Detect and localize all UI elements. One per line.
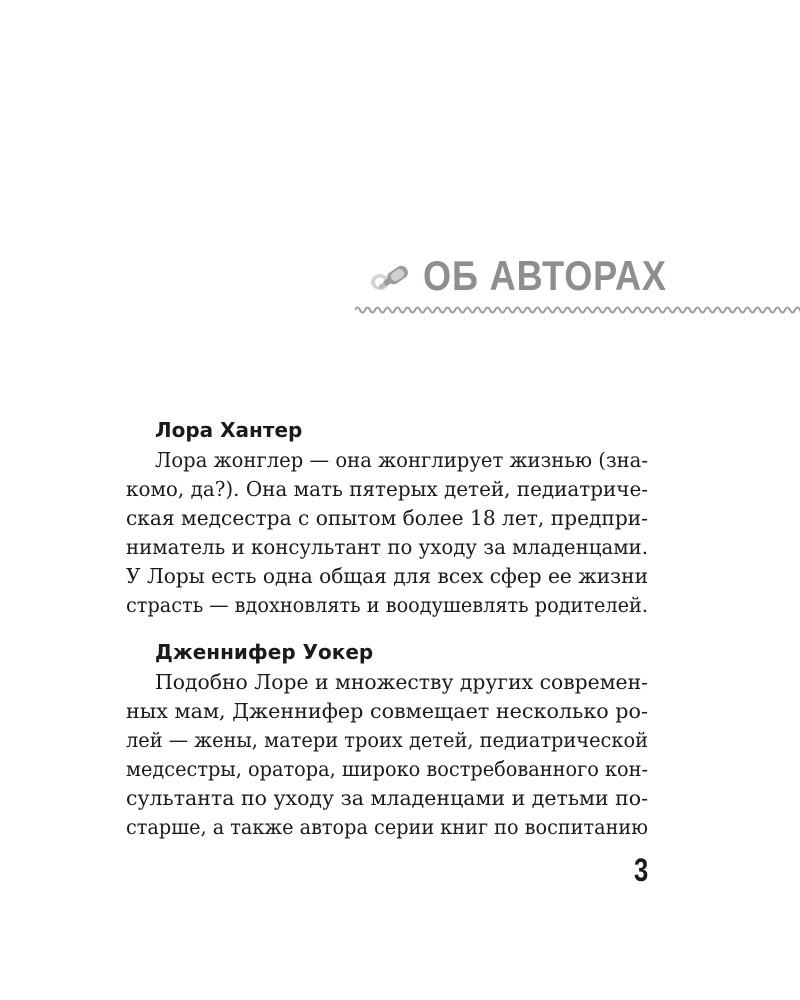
bio-line: страсть — вдохновлять и воодушевлять родителей. xyxy=(126,593,648,617)
chapter-header xyxy=(355,248,800,328)
bio-line: медсестры, оратора, широко востребованного кон- xyxy=(126,757,648,781)
bio-line: сультанта по уходу за младенцами и детьми по- xyxy=(126,786,648,810)
bio-line: У Лоры есть одна общая для всех сфер ее жизни xyxy=(126,564,648,588)
bio-line: Подобно Лоре и множеству других современ- xyxy=(155,670,648,694)
bio-line: ных мам, Дженнифер совмещает несколько ро- xyxy=(126,699,648,723)
bio-line: лей — жены, матери троих детей, педиатрической xyxy=(126,728,648,752)
author-name-jennifer: Дженнифер Уокер xyxy=(155,640,374,664)
bio-line: комо, да?). Она мать пятерых детей, педиатриче- xyxy=(126,477,648,501)
author-name-lora: Лора Хантер xyxy=(155,418,303,442)
page-number: 3 xyxy=(634,852,649,888)
chapter-title: ОБ АВТОРАХ xyxy=(423,252,667,299)
wavy-divider xyxy=(355,302,800,318)
bio-line: Лора жонглер — она жонглирует жизнью (зна- xyxy=(155,448,648,472)
bio-line: старше, а также автора серии книг по воспитанию xyxy=(126,815,648,839)
bio-line: ская медсестра с опытом более 18 лет, предпри- xyxy=(126,506,648,530)
bio-line: ниматель и консультант по уходу за младенцами. xyxy=(126,535,648,559)
baby-bottle-icon xyxy=(367,260,415,296)
